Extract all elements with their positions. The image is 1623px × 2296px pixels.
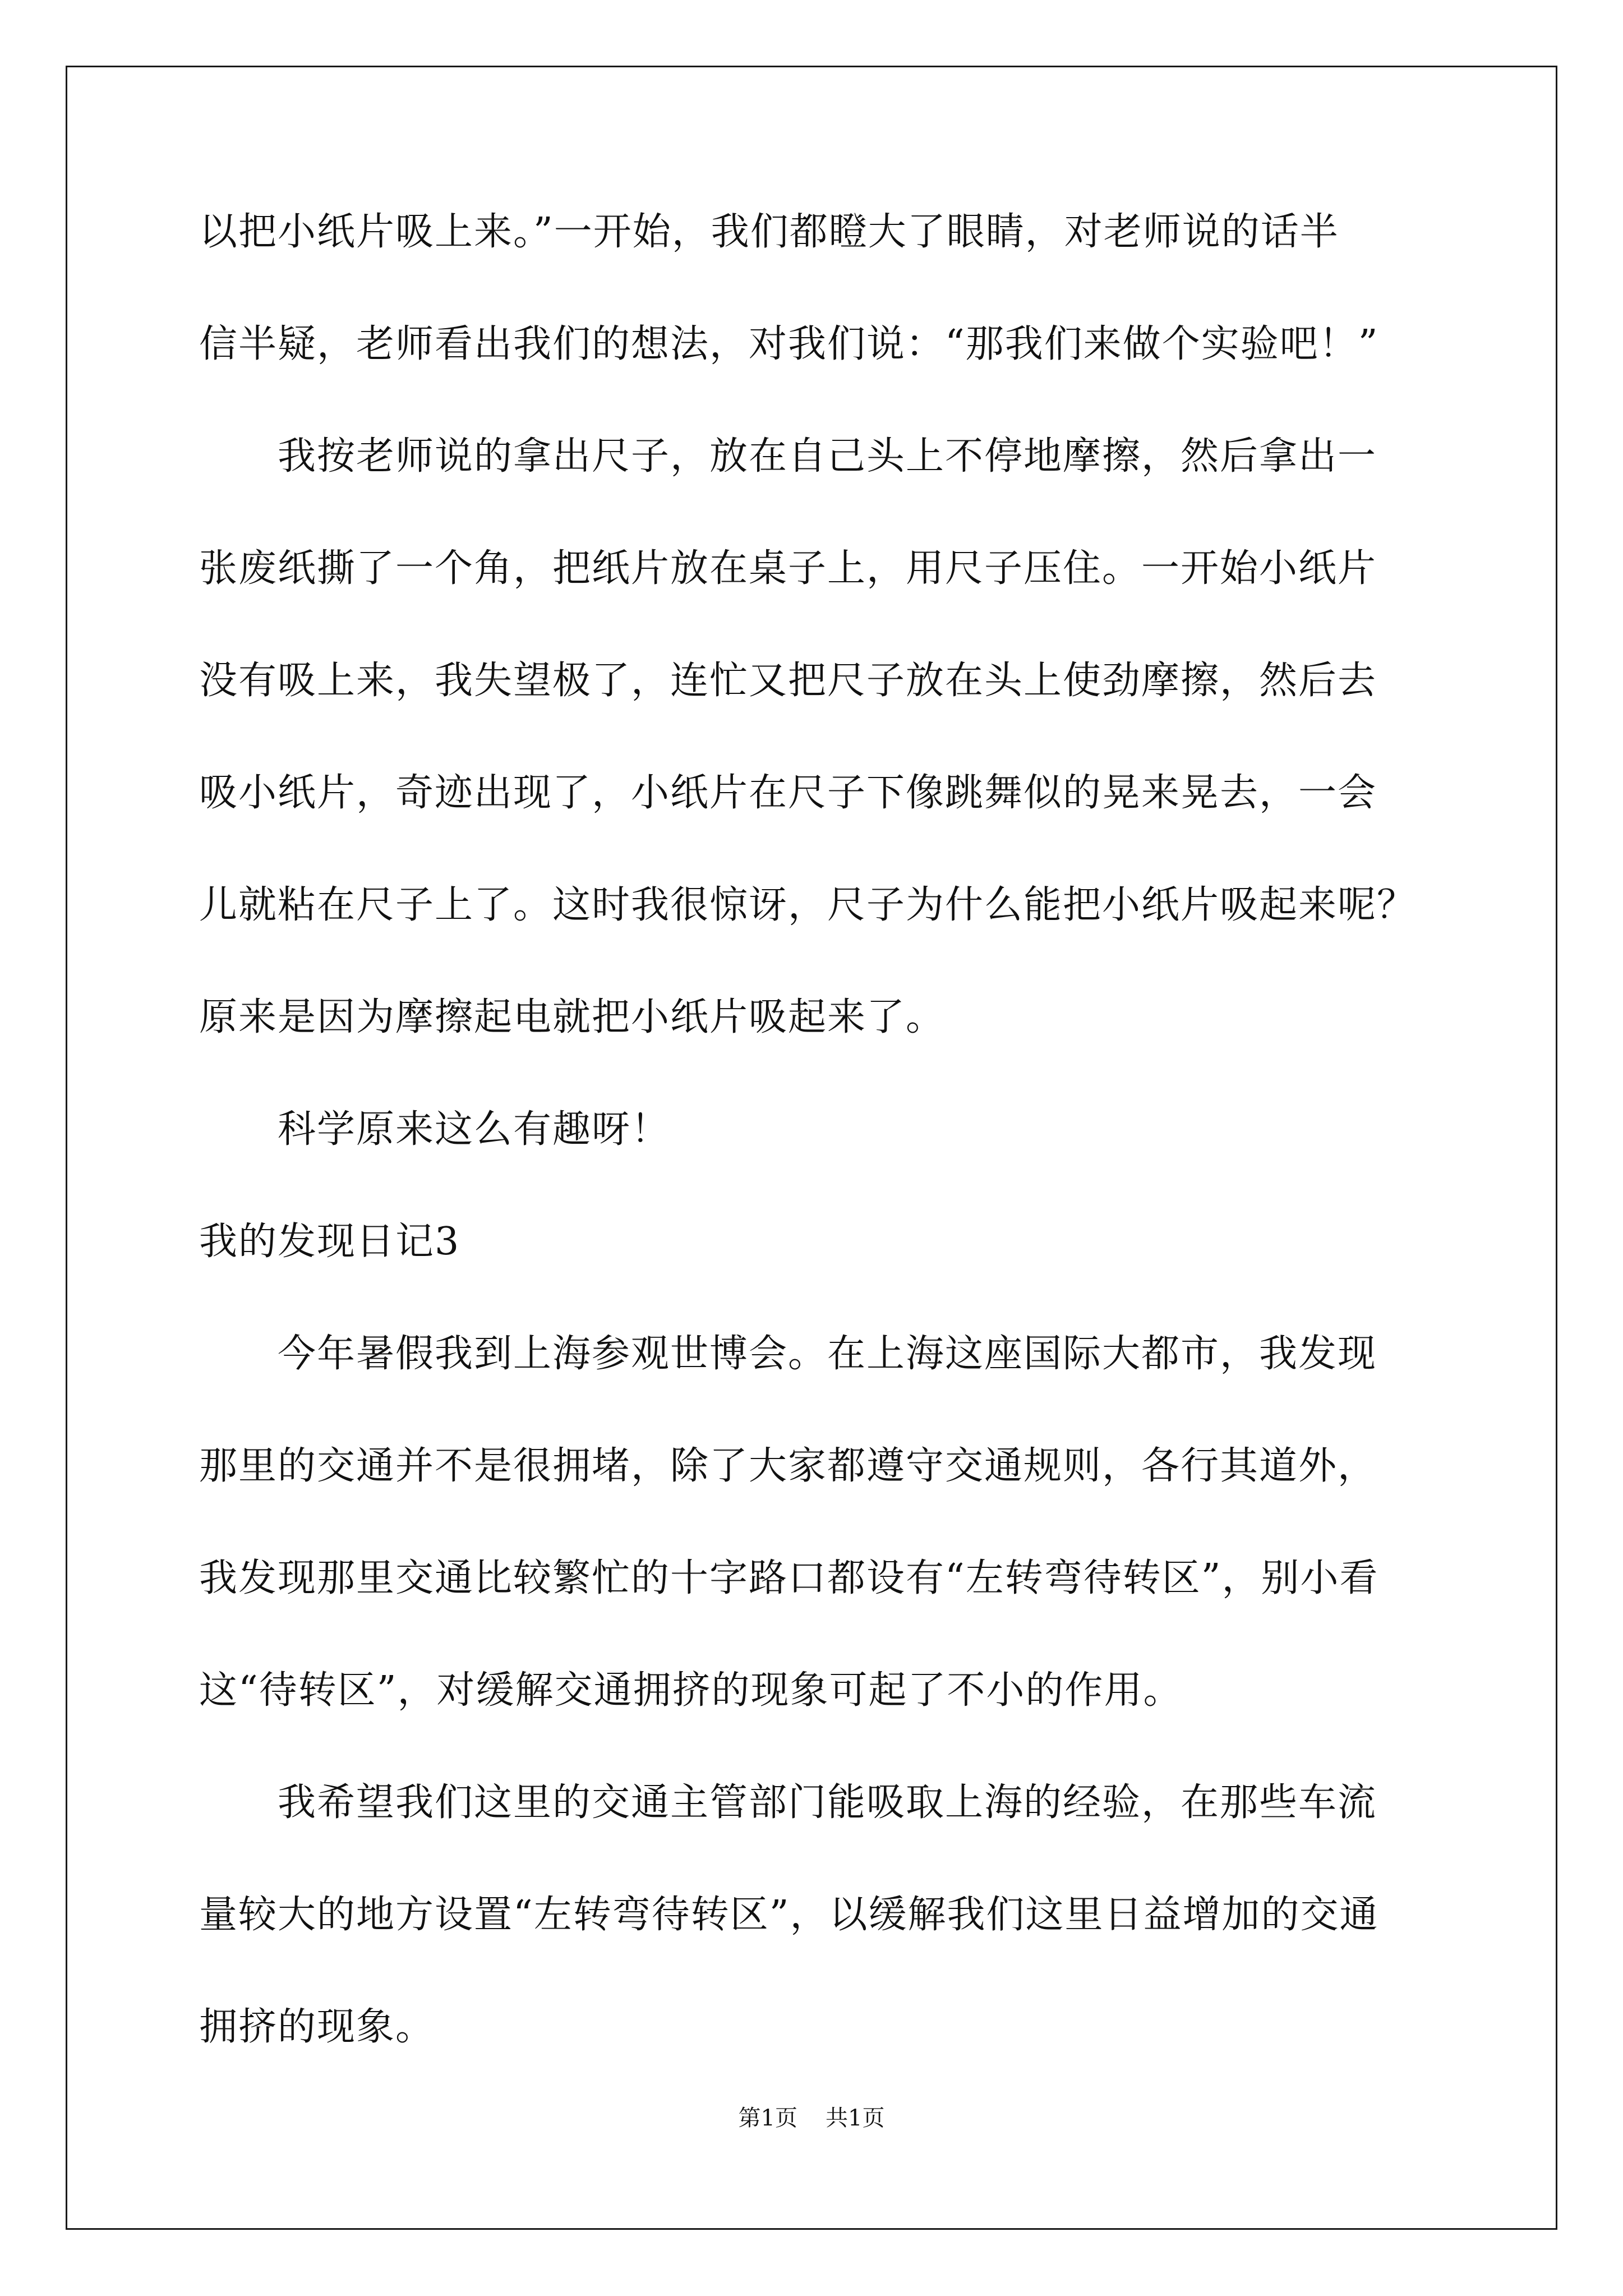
text-line: 张废纸撕了一个角，把纸片放在桌子上，用尺子压住。一开始小纸片 (199, 546, 1377, 591)
paragraph-start-line: 科学原来这么有趣呀！ (278, 1107, 671, 1152)
text-line: 量较大的地方设置“左转弯待转区”，以缓解我们这里日益增加的交通 (199, 1893, 1379, 1937)
section-heading: 我的发现日记3 (199, 1220, 460, 1264)
page-footer (0, 2107, 1623, 2129)
text-line: 原来是因为摩擦起电就把小纸片吸起来了。 (199, 995, 946, 1039)
text-line: 那里的交通并不是很拥堵，除了大家都遵守交通规则，各行其道外， (199, 1444, 1377, 1488)
text-line: 这“待转区”，对缓解交通拥挤的现象可起了不小的作用。 (199, 1668, 1183, 1713)
text-line: 以把小纸片吸上来。”一开始，我们都瞪大了眼睛，对老师说的话半 (199, 210, 1339, 254)
text-line: 我发现那里交通比较繁忙的十字路口都设有“左转弯待转区”，别小看 (199, 1556, 1379, 1600)
paragraph-start-line: 我按老师说的拿出尺子，放在自己头上不停地摩擦，然后拿出一 (278, 434, 1377, 478)
text-line: 儿就粘在尺子上了。这时我很惊讶，尺子为什么能把小纸片吸起来呢？ (199, 883, 1417, 927)
paragraph-start-line: 今年暑假我到上海参观世博会。在上海这座国际大都市，我发现 (278, 1332, 1377, 1376)
text-line: 吸小纸片，奇迹出现了，小纸片在尺子下像跳舞似的晃来晃去，一会 (199, 771, 1377, 815)
text-line: 没有吸上来，我失望极了，连忙又把尺子放在头上使劲摩擦，然后去 (199, 659, 1377, 703)
paragraph-start-line: 我希望我们这里的交通主管部门能吸取上海的经验，在那些车流 (278, 1780, 1377, 1825)
page-number-total: 共1页 (826, 2105, 885, 2131)
text-line: 信半疑，老师看出我们的想法，对我们说：“那我们来做个实验吧！” (199, 322, 1379, 366)
page-number-current: 第1页 (738, 2105, 797, 2131)
text-line: 拥挤的现象。 (199, 2005, 435, 2049)
document-body (199, 210, 1433, 2120)
